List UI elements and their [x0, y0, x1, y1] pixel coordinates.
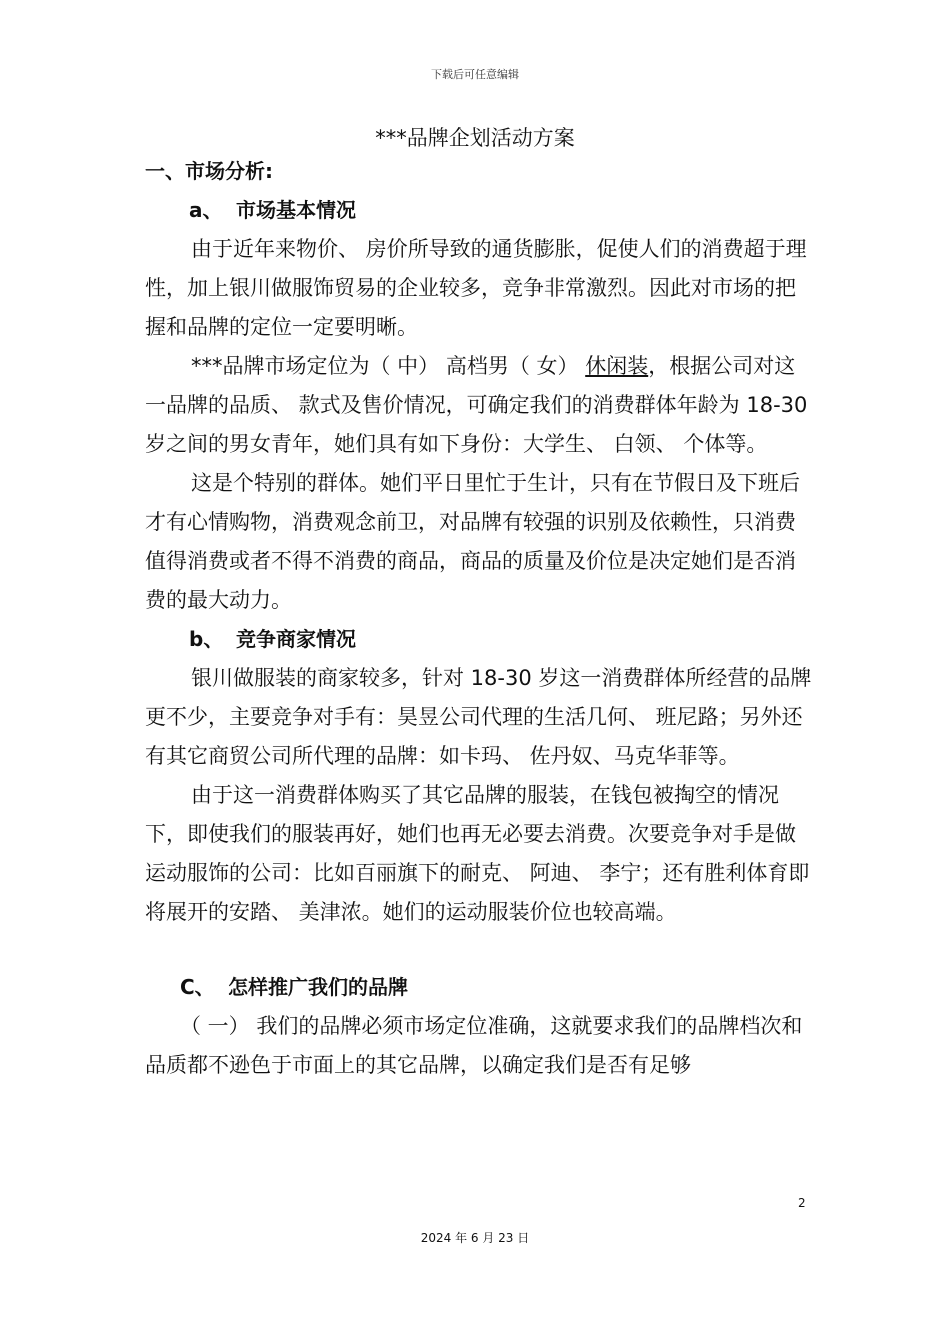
subheading-a-mark: a、 [189, 198, 223, 222]
subheading-a [145, 191, 815, 230]
subheading-a-text: 市场基本情况 [236, 198, 356, 222]
paragraph-market-2-pre: ***品牌市场定位为（ 中） 高档男（ 女） [191, 354, 586, 378]
subheading-b-mark: b、 [189, 627, 224, 651]
paragraph-market-1: 由于近年来物价、 房价所导致的通货膨胀，促使人们的消费超于理性，加上银川做服饰贸易的企业较多，竞争非常激烈。因此对市场的把握和品牌的定位一定要明晰。 [145, 237, 807, 339]
footer-date: 2024 年 6 月 23 日 [420, 1231, 530, 1245]
header-note: 下载后可任意编辑 [431, 68, 519, 81]
paragraph-competition-1: 银川做服装的商家较多，针对 18-30 岁这一消费群体所经营的品牌更不少，主要竞争对手有：昊昱公司代理的生活几何、 班尼路；另外还有其它商贸公司所代理的品牌：如卡玛、 佐丹奴、马克华菲等。 [145, 666, 812, 768]
page-number: 2 [798, 1196, 806, 1210]
subheading-b [145, 620, 815, 659]
section-heading-market-analysis: 一、市场分析: [145, 159, 273, 183]
subheading-c-mark: C、 [180, 975, 215, 999]
paragraph-promotion-1: （ 一） 我们的品牌必须市场定位准确，这就要求我们的品牌档次和品质都不逊色于市面上的其它品牌，以确定我们是否有足够 [145, 1014, 803, 1077]
subheading-b-text: 竞争商家情况 [236, 627, 356, 651]
page-title: ***品牌企划活动方案 [375, 126, 575, 150]
paragraph-competition-2: 由于这一消费群体购买了其它品牌的服装，在钱包被掏空的情况下，即使我们的服装再好，她们也再无必要去消费。次要竞争对手是做运动服饰的公司：比如百丽旗下的耐克、 阿迪、 李宁；还有胜利体育即将展开的安踏、 美津浓。她们的运动服装价位也较高端。 [145, 783, 810, 924]
casual-wear-link[interactable]: 休闲装 [585, 354, 649, 378]
subheading-c-text: 怎样推广我们的品牌 [228, 975, 408, 999]
subheading-c [145, 968, 815, 1007]
document-body [145, 152, 815, 1085]
paragraph-market-2-post: ，根据公司对这一品牌的品质、 款式及售价情况，可确定我们的消费群体年龄为 18-30 岁之间的男女青年，她们具有如下身份：大学生、 白领、 个体等。 [145, 354, 808, 456]
paragraph-market-3: 这是个特别的群体。她们平日里忙于生计，只有在节假日及下班后才有心情购物，消费观念前卫，对品牌有较强的识别及依赖性，只消费值得消费或者不得不消费的商品，商品的质量及价位是决定她们是否消费的最大动力。 [145, 471, 800, 612]
paragraph-market-2 [145, 347, 815, 464]
